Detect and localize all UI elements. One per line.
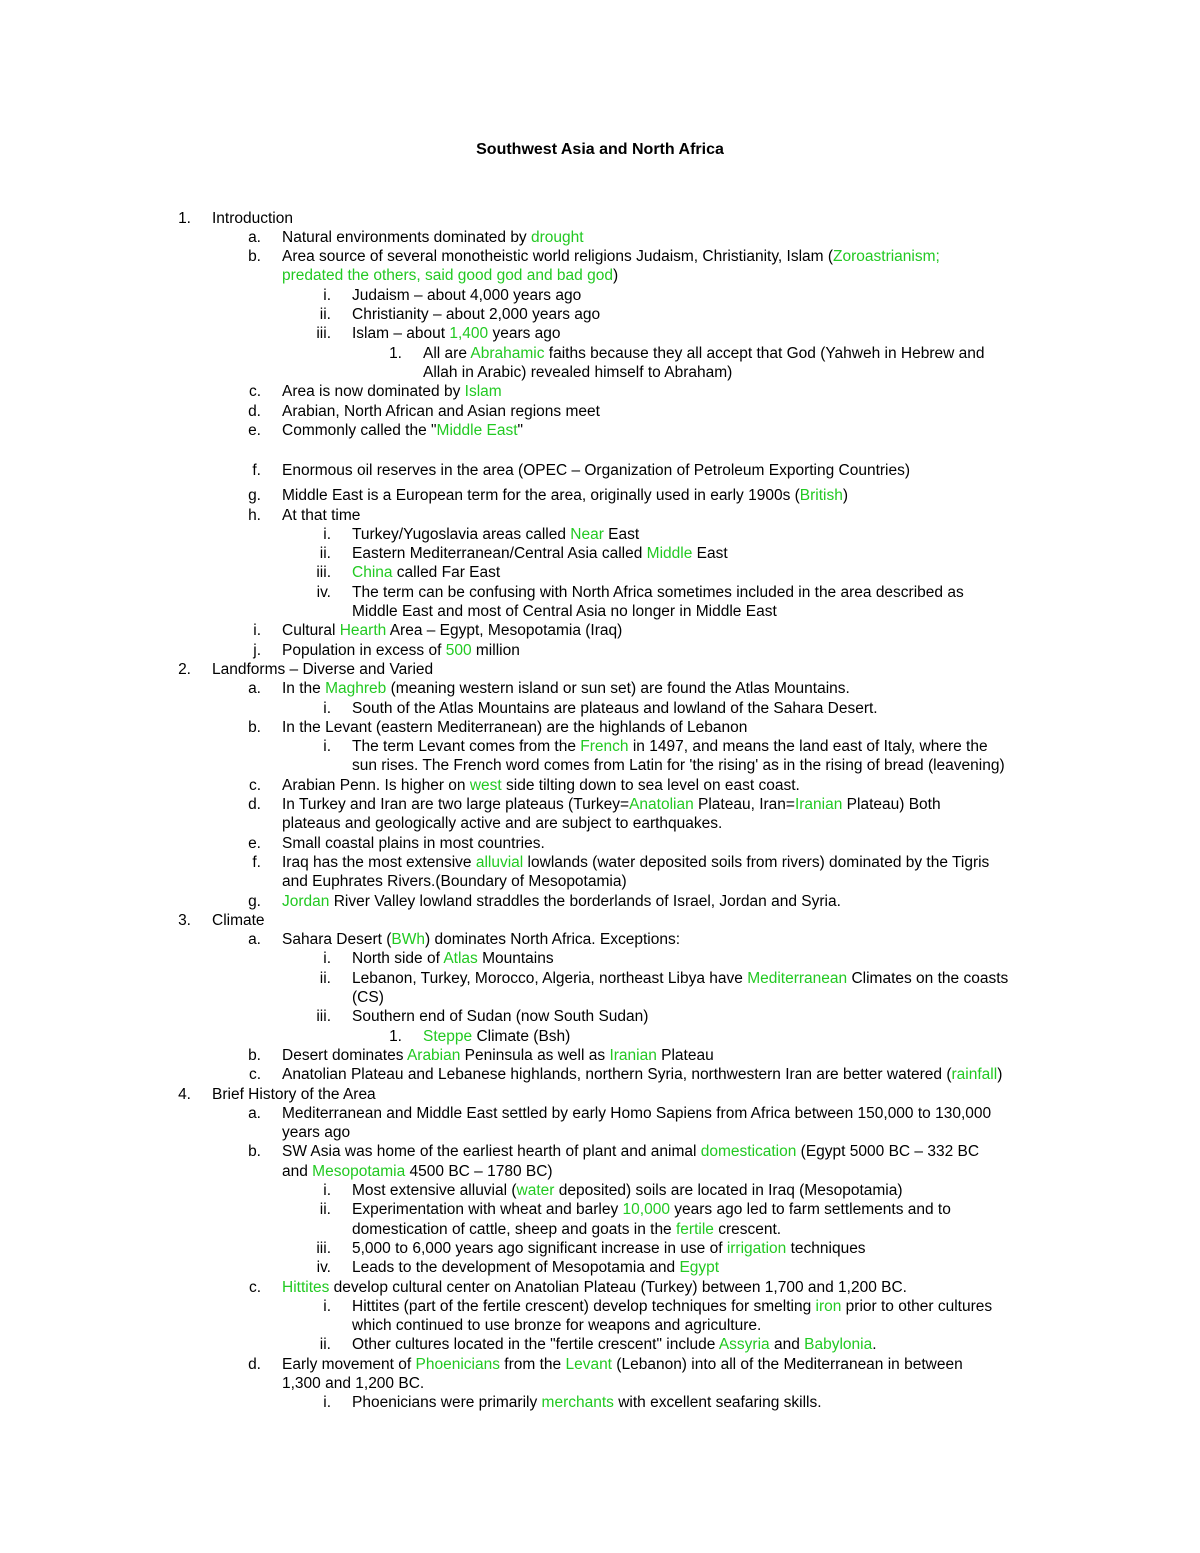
text-segment: and	[769, 1336, 805, 1354]
text-segment: and Euphrates Rivers.(Boundary of Mesopotamia)	[282, 873, 627, 891]
text-segment: (CS)	[352, 989, 384, 1006]
highlighted-term: Hittites	[282, 1278, 330, 1296]
list-item-line	[212, 209, 293, 228]
text-segment: )	[842, 487, 849, 505]
highlighted-term: French	[580, 738, 629, 756]
text-segment: lowlands (water deposited soils from rivers) dominated by the Tigris	[523, 853, 990, 871]
text-segment: Arabian Penn. Is higher on	[282, 776, 470, 794]
text-segment: The term can be confusing with North Africa sometimes included in the area described as	[352, 583, 964, 601]
highlighted-term: Iranian	[794, 796, 843, 813]
list-item-line	[352, 1239, 866, 1258]
text-segment: Eastern Mediterranean/Central Asia called	[352, 545, 647, 563]
text-segment: Islam – about	[352, 325, 450, 343]
list-item-line	[423, 1027, 570, 1046]
list-marker: a.	[248, 680, 261, 698]
text-segment: )	[612, 267, 619, 285]
list-item-line	[212, 660, 433, 679]
text-segment: Area is now dominated by	[282, 383, 465, 401]
text-segment: Middle East and most of Central Asia no longer in Middle East	[352, 603, 777, 620]
text-segment: Leads to the development of Mesopotamia and	[352, 1259, 680, 1277]
text-segment: Plateau	[656, 1046, 714, 1064]
highlighted-term: Middle East	[436, 421, 518, 439]
text-segment: SW Asia was home of the earliest hearth of plant and animal	[282, 1143, 701, 1161]
text-segment: Small coastal plains in most countries.	[282, 834, 545, 852]
highlighted-term: fertile	[676, 1220, 714, 1238]
list-item-line	[282, 461, 910, 480]
text-segment: North side of	[352, 950, 444, 968]
text-segment: which continued to use bronze for weapons and agriculture.	[352, 1317, 762, 1335]
highlighted-term: 10,000	[622, 1201, 670, 1219]
highlighted-term: alluvial	[475, 853, 524, 871]
text-segment: years ago	[488, 325, 561, 343]
list-item-line	[282, 247, 940, 266]
text-segment: At that time	[282, 506, 361, 524]
list-item-line	[352, 756, 1005, 775]
text-segment: years ago led to farm settlements and to	[669, 1201, 951, 1219]
text-segment: Middle East is a European term for the area, originally used in early 1900s (	[282, 487, 800, 505]
list-item-line	[282, 228, 584, 247]
list-marker: b.	[248, 718, 261, 736]
highlighted-term: rainfall	[951, 1066, 998, 1084]
text-segment: )	[997, 1066, 1003, 1084]
list-marker: 4.	[178, 1085, 191, 1103]
text-segment: Brief History of the Area	[212, 1085, 376, 1103]
text-segment: (Egypt 5000 BC – 332 BC	[796, 1143, 980, 1161]
text-segment: 1,300 and 1,200 BC.	[282, 1375, 425, 1392]
highlighted-term: Egypt	[679, 1259, 720, 1277]
text-segment: Area – Egypt, Mesopotamia (Iraq)	[386, 622, 623, 640]
text-segment: Allah in Arabic) revealed himself to Abraham)	[423, 363, 733, 381]
highlighted-term: 500	[445, 641, 472, 659]
text-segment: domestication of cattle, sheep and goats in the	[352, 1220, 676, 1238]
list-item-line	[352, 525, 639, 544]
list-item-line	[352, 737, 988, 756]
list-item-line	[352, 969, 1008, 988]
text-segment: Other cultures located in the "fertile crescent" include	[352, 1336, 719, 1354]
text-segment: sun rises. The French word comes from Latin for 'the rising' as in the rising of bread (leavening)	[352, 757, 1005, 775]
list-item-line	[352, 602, 777, 621]
text-segment: Christianity – about 2,000 years ago	[352, 306, 601, 323]
list-item-line	[352, 1220, 781, 1239]
list-marker: iii.	[316, 1008, 331, 1026]
list-marker: ii.	[319, 969, 331, 987]
list-marker: i.	[323, 1297, 331, 1315]
list-item-line	[282, 1046, 714, 1065]
text-segment: Climate (Bsh)	[472, 1027, 571, 1045]
highlighted-term: irrigation	[726, 1239, 787, 1257]
text-segment: Natural environments dominated by	[282, 228, 531, 246]
highlighted-term: British	[799, 487, 843, 505]
text-segment: Judaism – about 4,000 years ago	[352, 286, 582, 304]
highlighted-term: Middle	[646, 545, 693, 563]
text-segment: Arabian, North African and Asian regions meet	[282, 402, 600, 420]
list-marker: b.	[248, 248, 261, 266]
list-item-line	[352, 305, 600, 324]
list-item-line	[282, 776, 800, 795]
text-segment: ) dominates North Africa. Exceptions:	[425, 931, 681, 949]
text-segment: Hittites (part of the fertile crescent) develop techniques for smelting	[352, 1297, 816, 1315]
list-item-line	[352, 563, 500, 582]
text-segment: and	[282, 1162, 313, 1180]
list-item-line	[282, 1104, 991, 1123]
highlighted-term: Islam	[464, 383, 502, 401]
list-item-line	[423, 344, 985, 363]
list-item-line	[282, 1355, 963, 1374]
text-segment: Mountains	[477, 950, 554, 968]
list-item-line	[282, 679, 850, 698]
text-segment: Early movement of	[282, 1355, 416, 1373]
list-marker: d.	[248, 796, 261, 813]
highlighted-term: Maghreb	[325, 680, 387, 698]
list-item-line	[352, 1181, 903, 1200]
list-item-line	[352, 988, 384, 1007]
list-item-line	[282, 1142, 979, 1161]
text-segment: The term Levant comes from the	[352, 738, 581, 756]
text-segment: Commonly called the "	[282, 421, 437, 439]
text-segment: East	[692, 545, 728, 563]
highlighted-term: Assyria	[718, 1336, 770, 1354]
text-segment: (meaning western island or sun set) are found the Atlas Mountains.	[386, 680, 850, 698]
highlighted-term: predated the others, said good god and bad god	[282, 267, 613, 285]
list-marker: iii.	[316, 325, 331, 343]
list-item-line	[352, 544, 728, 563]
list-marker: a.	[248, 228, 261, 246]
text-segment: Iraq has the most extensive	[282, 853, 476, 871]
highlighted-term: drought	[531, 228, 584, 246]
list-item-line	[352, 1297, 992, 1316]
list-item-line	[282, 814, 722, 833]
text-segment: Anatolian Plateau and Lebanese highlands, northern Syria, northwestern Iran are better watered (	[282, 1066, 952, 1084]
list-marker: iii.	[316, 564, 331, 582]
list-marker: i.	[253, 622, 261, 640]
text-segment: Experimentation with wheat and barley	[352, 1201, 623, 1219]
text-segment: 4500 BC – 1780 BC)	[405, 1162, 553, 1180]
list-marker: 1.	[389, 1027, 402, 1045]
list-item-line	[282, 266, 618, 285]
list-item-line	[282, 795, 941, 814]
list-item-line	[282, 892, 841, 911]
list-item-line	[212, 911, 265, 930]
highlighted-term: Steppe	[423, 1027, 473, 1045]
list-marker: f.	[252, 462, 261, 480]
highlighted-term: Phoenicians	[415, 1355, 500, 1373]
text-segment: with excellent seafaring skills.	[613, 1394, 822, 1412]
text-segment: Phoenicians were primarily	[352, 1394, 542, 1412]
list-item-line	[352, 583, 964, 602]
list-marker: d.	[248, 1355, 261, 1373]
list-marker: ii.	[319, 545, 331, 563]
highlighted-term: Atlas	[443, 950, 478, 968]
highlighted-term: domestication	[700, 1143, 797, 1161]
text-segment: All are	[423, 344, 471, 362]
text-segment: Introduction	[212, 209, 293, 227]
list-marker: 1.	[178, 209, 191, 227]
list-marker: iv.	[316, 1259, 331, 1277]
text-segment: In the Levant (eastern Mediterranean) are the highlands of Lebanon	[282, 718, 748, 736]
list-marker: iii.	[316, 1239, 331, 1257]
text-segment: from the	[499, 1355, 566, 1373]
highlighted-term: Arabian	[406, 1046, 461, 1064]
text-segment: crescent.	[713, 1220, 782, 1238]
list-marker: i.	[323, 1182, 331, 1199]
list-item-line	[282, 1162, 553, 1181]
list-marker: a.	[248, 1104, 261, 1122]
text-segment: Southern end of Sudan (now South Sudan)	[352, 1008, 649, 1026]
list-item-line	[352, 324, 561, 343]
list-marker: i.	[323, 1394, 331, 1412]
list-marker: b.	[248, 1046, 261, 1064]
list-marker: c.	[248, 1066, 261, 1084]
text-segment: East	[603, 525, 640, 543]
highlighted-term: Anatolian	[629, 796, 694, 813]
text-segment: "	[517, 421, 524, 439]
list-item-line	[282, 1065, 1002, 1084]
list-marker: h.	[248, 506, 261, 524]
list-marker: c.	[248, 1278, 261, 1296]
text-segment: side tilting down to sea level on east coast.	[501, 776, 800, 794]
highlighted-term: Mesopotamia	[312, 1162, 406, 1180]
highlighted-term: Jordan	[282, 892, 330, 910]
highlighted-term: Mediterranean	[747, 969, 848, 987]
list-marker: 3.	[178, 911, 191, 929]
highlighted-term: Levant	[565, 1355, 612, 1373]
list-item-line	[352, 286, 581, 305]
text-segment: Climate	[212, 911, 265, 929]
text-segment: Climates on the coasts	[847, 969, 1009, 987]
text-segment: Plateau) Both	[842, 796, 941, 813]
list-item-line	[282, 930, 680, 949]
list-item-line	[282, 506, 360, 525]
text-segment: (Lebanon) into all of the Mediterranean in between	[612, 1355, 963, 1373]
list-marker: i.	[323, 286, 331, 304]
highlighted-term: Babylonia	[804, 1336, 873, 1354]
text-segment: Plateau, Iran=	[693, 796, 795, 813]
list-marker: i.	[323, 525, 331, 543]
text-segment: Sahara Desert (	[282, 931, 392, 949]
text-segment: Peninsula as well as	[460, 1046, 610, 1064]
text-segment: Turkey/Yugoslavia areas called	[352, 525, 571, 543]
list-marker: i.	[323, 738, 331, 756]
list-item-line	[352, 1335, 877, 1354]
list-item-line	[352, 1007, 648, 1026]
text-segment: prior to other cultures	[841, 1297, 993, 1315]
list-marker: ii.	[319, 306, 331, 323]
text-segment: in 1497, and means the land east of Italy, where the	[628, 738, 988, 756]
list-marker: a.	[248, 931, 261, 949]
highlighted-term: Iranian	[609, 1046, 657, 1064]
list-item-line	[282, 1374, 424, 1393]
text-segment: Enormous oil reserves in the area (OPEC – Organization of Petroleum Exporting Countries)	[282, 462, 911, 480]
text-segment: Landforms – Diverse and Varied	[212, 660, 434, 678]
list-item-line	[282, 853, 989, 872]
list-item-line	[352, 1200, 951, 1219]
text-segment: years ago	[282, 1124, 351, 1142]
text-segment: In the	[282, 680, 326, 698]
text-segment: Desert dominates	[282, 1046, 407, 1064]
text-segment: plateaus and geologically active and are subject to earthquakes.	[282, 815, 723, 833]
list-marker: iv.	[316, 583, 331, 601]
highlighted-term: China	[352, 564, 393, 582]
list-marker: b.	[248, 1143, 261, 1161]
list-marker: ii.	[319, 1201, 331, 1219]
highlighted-term: iron	[815, 1297, 842, 1315]
list-marker: d.	[248, 402, 261, 420]
highlighted-term: water	[516, 1182, 555, 1199]
text-segment: River Valley lowland straddles the borderlands of Israel, Jordan and Syria.	[329, 892, 841, 910]
list-item-line	[282, 402, 600, 421]
text-segment: techniques	[786, 1239, 866, 1257]
list-item-line	[282, 1278, 907, 1297]
list-item-line	[282, 718, 747, 737]
list-marker: i.	[323, 950, 331, 968]
list-marker: j.	[253, 641, 261, 659]
text-segment: deposited) soils are located in Iraq (Mesopotamia)	[554, 1182, 903, 1199]
list-marker: 1.	[389, 344, 402, 362]
list-item-line	[352, 1258, 719, 1277]
list-marker: f.	[252, 853, 261, 871]
list-item-line	[352, 949, 554, 968]
highlighted-term: merchants	[541, 1394, 614, 1412]
text-segment: Population in excess of	[282, 641, 446, 659]
highlighted-term: Near	[570, 525, 604, 543]
highlighted-term: BWh	[391, 931, 426, 949]
list-item-line	[282, 382, 502, 401]
text-segment: In Turkey and Iran are two large plateaus (Turkey=	[282, 796, 630, 813]
list-item-line	[282, 834, 545, 853]
list-marker: e.	[248, 834, 261, 852]
text-segment: Area source of several monotheistic world religions Judaism, Christianity, Islam (	[282, 248, 834, 266]
list-item-line	[352, 1393, 822, 1412]
list-marker: g.	[248, 892, 261, 910]
text-segment: develop cultural center on Anatolian Plateau (Turkey) between 1,700 and 1,200 BC.	[329, 1278, 907, 1296]
list-marker: ii.	[319, 1336, 331, 1354]
list-marker: c.	[248, 383, 261, 401]
list-marker: g.	[248, 487, 261, 505]
list-item-line	[282, 621, 622, 640]
highlighted-term: west	[469, 776, 502, 794]
list-marker: c.	[248, 776, 261, 794]
text-segment: .	[872, 1336, 877, 1354]
list-item-line	[282, 421, 523, 440]
list-item-line	[282, 641, 520, 660]
list-marker: e.	[248, 421, 261, 439]
list-item-line	[352, 699, 878, 718]
list-item-line	[212, 1085, 376, 1104]
text-segment: Most extensive alluvial (	[352, 1182, 517, 1199]
text-segment: faiths because they all accept that God (Yahweh in Hebrew and	[544, 344, 985, 362]
list-marker: 2.	[178, 660, 191, 678]
highlighted-term: 1,400	[449, 325, 489, 343]
list-item-line	[423, 363, 732, 382]
highlighted-term: Hearth	[339, 622, 387, 640]
text-segment: Lebanon, Turkey, Morocco, Algeria, northeast Libya have	[352, 969, 748, 987]
highlighted-term: Abrahamic	[470, 344, 545, 362]
page-title: Southwest Asia and North Africa	[476, 141, 724, 158]
text-segment: called Far East	[392, 564, 501, 582]
text-segment: South of the Atlas Mountains are plateaus and lowland of the Sahara Desert.	[352, 699, 878, 717]
list-item-line	[282, 1123, 350, 1142]
highlighted-term: Zoroastrianism;	[833, 248, 940, 266]
text-segment: Mediterranean and Middle East settled by early Homo Sapiens from Africa between 150,000 to 130,000	[282, 1104, 992, 1122]
text-segment: million	[471, 641, 520, 659]
text-segment: 5,000 to 6,000 years ago significant increase in use of	[352, 1239, 727, 1257]
list-item-line	[352, 1316, 761, 1335]
list-item-line	[282, 486, 848, 505]
list-marker: i.	[323, 699, 331, 717]
text-segment: Cultural	[282, 622, 340, 640]
list-item-line	[282, 872, 627, 891]
